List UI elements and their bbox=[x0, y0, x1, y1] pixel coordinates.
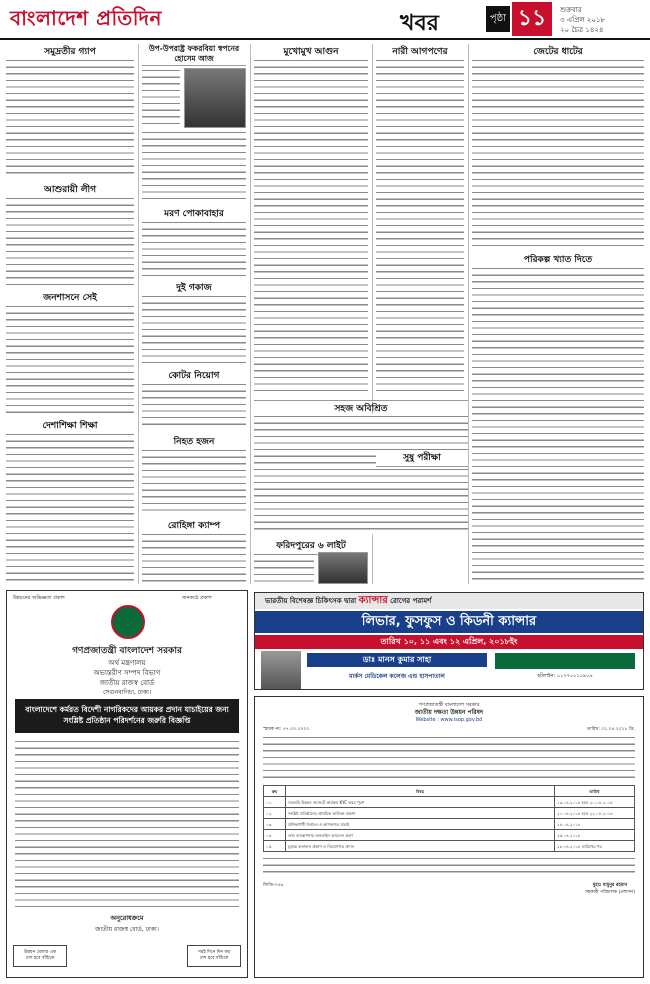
article-body bbox=[472, 58, 644, 248]
ad-request: অনুরোধক্রমে bbox=[110, 914, 144, 922]
ad-top-left: উন্নয়নের অভিজ্ঞতা প্রকাশ bbox=[13, 595, 65, 601]
table-cell: ০৪. bbox=[264, 830, 286, 841]
issue-day: শুক্রবার bbox=[560, 6, 582, 14]
skills-council-notice bbox=[254, 696, 644, 978]
doctor-photo bbox=[261, 651, 301, 689]
headline-col4-top: নারী আগপণের bbox=[376, 44, 464, 61]
ad-doctor: ডাঃ মানস কুমার সাহা bbox=[307, 653, 487, 667]
article-body bbox=[6, 304, 134, 414]
table-row bbox=[264, 841, 635, 852]
table-cell: ০৫. bbox=[264, 841, 286, 852]
ad-address: সেগুনবাগিচা, ঢাকা। bbox=[102, 689, 152, 696]
ad-hotline: হটলাইন: ০১৭৭০০১০৯০৯ bbox=[537, 673, 593, 679]
headline-col2-d: কোটর নিয়োগ bbox=[142, 368, 246, 385]
ad-hospital-logo bbox=[495, 653, 635, 669]
column-rule bbox=[468, 44, 469, 584]
column-rule bbox=[250, 44, 251, 584]
ad-headline: লিভার, ফুসফুস ও কিডনী ক্যান্সার bbox=[255, 611, 643, 633]
table-cell: ১৯.০৪.২০১৮ হতে ২০.০৪.২০১৮ bbox=[555, 797, 635, 808]
article-body bbox=[472, 266, 644, 584]
notice-header: গণপ্রজাতন্ত্রী বাংলাদেশ সরকার bbox=[418, 702, 480, 708]
notice-body bbox=[263, 735, 635, 783]
article-body bbox=[142, 448, 246, 514]
ad-top-right: জনকণ্ঠে প্রকাশ bbox=[182, 595, 212, 601]
table-cell: ২০.০৪.২০১৮ হতে ২২.০৪.২০১৮ bbox=[555, 808, 635, 819]
issue-date-en: ৩ এপ্রিল ২০১৮ bbox=[560, 16, 605, 24]
section-title: খবর bbox=[400, 11, 439, 36]
notice-ref-date: তারিখ: ০২.০৪.২০১৮ খ্রি. bbox=[586, 727, 635, 732]
table-row bbox=[264, 819, 635, 830]
notice-footer-code: জিডি-৩৫৬ bbox=[263, 883, 284, 888]
headline-col1-c: জনশাসনে সেই bbox=[6, 290, 134, 307]
table-header: বিষয় bbox=[286, 786, 555, 797]
notice-footnote bbox=[263, 856, 635, 876]
article-body bbox=[142, 294, 246, 364]
headline-col5-mid: পরিকল্প খ্যাত দিতে bbox=[472, 252, 644, 269]
nbr-notice-ad bbox=[6, 590, 248, 978]
headline-col1-a: সমুদ্রতীর গ্যাপ bbox=[6, 44, 134, 61]
newspaper-logo: বাংলাদেশ প্রতিদিন bbox=[10, 6, 162, 30]
cancer-consult-ad bbox=[254, 592, 644, 690]
article-body bbox=[142, 130, 246, 202]
ad-strip bbox=[255, 593, 643, 609]
table-cell: তথ্য ব্যবস্থাপনায় অনলাইন আবেদন গ্রহণ bbox=[286, 830, 555, 841]
headline-col1-b: আশুরায়ী লীগ bbox=[6, 182, 134, 199]
article-body bbox=[142, 220, 246, 276]
ad-bottom-left: উন্নয়ন মেলার এক দেশ হবে বাঁচিকে bbox=[13, 945, 67, 967]
ad-ministry: অর্থ মন্ত্রণালয় bbox=[108, 659, 146, 667]
table-cell: ২৮.০৪.২০১৮ তারিখের পর bbox=[555, 841, 635, 852]
article-body bbox=[254, 414, 468, 534]
page-number: ১১ bbox=[512, 2, 552, 36]
notice-schedule-table bbox=[263, 785, 635, 852]
ad-dates: তারিখ ১০, ১১ এবং ১২ এপ্রিল, ২০১৮ইং bbox=[255, 635, 643, 649]
headline-col2-e: নিহত হজন bbox=[142, 434, 246, 451]
headline-col4-mid: সুষু পরীক্ষা bbox=[376, 450, 468, 467]
notice-website: Website : www.isop.gov.bd bbox=[415, 717, 483, 723]
portrait-photo bbox=[184, 68, 246, 128]
notice-signatory: মুহাঃ মামুনুর রহমান bbox=[592, 883, 628, 888]
ad-keyword: ক্যান্সার bbox=[358, 595, 388, 606]
table-cell: চূড়ান্ত ফলাফল প্রকাশ ও নিয়োগপত্র প্রদান bbox=[286, 841, 555, 852]
ad-board: জাতীয় রাজস্ব বোর্ড bbox=[99, 679, 155, 687]
table-cell: ০১. bbox=[264, 797, 286, 808]
article-body bbox=[376, 58, 464, 396]
ad-division: অভ্যন্তরীণ সম্পদ বিভাগ bbox=[93, 669, 161, 677]
notice-org: জাতীয় দক্ষতা উন্নয়ন পরিষদ bbox=[414, 709, 484, 716]
table-cell: সংশ্লিষ্ট প্রতিষ্ঠানের প্রাথমিক তালিকা প্রকাশ bbox=[286, 808, 555, 819]
table-cell: ০৩. bbox=[264, 819, 286, 830]
ad-hospital: মার্কস মেডিকেল কলেজ এন্ড হাসপাতাল bbox=[349, 673, 445, 680]
headline-col3-mid: সহজ অবিশ্রিত bbox=[254, 400, 468, 418]
issue-date-bn: ২০ চৈত্র ১৪২৪ bbox=[560, 26, 604, 34]
column-rule bbox=[138, 44, 139, 584]
table-cell: ২৪.০৪.২০১৮ bbox=[555, 819, 635, 830]
table-cell: ২৬.০৪.২০১৮ bbox=[555, 830, 635, 841]
article-body bbox=[142, 382, 246, 430]
page-label: পৃষ্ঠা bbox=[486, 6, 510, 32]
headline-col5-top: জেটের ধাটের bbox=[472, 44, 644, 61]
headline-col2-b: মরণ পোকাবাহার bbox=[142, 206, 246, 223]
article-body bbox=[6, 432, 134, 582]
article-body bbox=[142, 532, 246, 584]
ad-strip-end: রোগের পরামর্শ bbox=[390, 597, 432, 605]
ad-signoff: জাতীয় রাজস্ব বোর্ড, ঢাকা। bbox=[95, 926, 159, 933]
headline-col2-f: রোহিঙ্গা ক্যাম্প bbox=[142, 518, 246, 535]
ad-banner: বাংলাদেশে কর্মরত বিদেশী নাগরিকদের আয়কর প্রদান যাচাইয়ের জন্য সংশ্লিষ্ট প্রতিষ্ঠান পরিদর্শনের জরুরি বিজ্ঞপ্তি bbox=[15, 699, 239, 733]
headline-col2-c: দুই গকাজ bbox=[142, 280, 246, 297]
table-cell: সরকারি উন্নয়ন বাজেটে কার্যক্রম KYC ফরম পূরণ bbox=[286, 797, 555, 808]
ad-government: গণপ্রজাতন্ত্রী বাংলাদেশ সরকার bbox=[72, 646, 182, 656]
headline-col3-top: মুখোমুখ আগুন bbox=[254, 44, 368, 61]
table-cell: প্রশিক্ষণার্থী নির্বাচন ও কাগজপত্র যাচাই bbox=[286, 819, 555, 830]
issue-date bbox=[560, 5, 645, 35]
ad-bottom-right: সরই দিনে দিন কর দেশ হবে বাঁচিকে bbox=[187, 945, 241, 967]
headline-col2-top: উপ-উপরাষ্ট্র ফকরবিয়া স্বপনের হোসেম আজ bbox=[142, 44, 246, 66]
ad-body bbox=[15, 739, 239, 907]
headline-col3-bot: ফরিদপুরের ৬ লাইট bbox=[254, 538, 368, 555]
article-body bbox=[6, 58, 134, 178]
table-cell: ০২. bbox=[264, 808, 286, 819]
notice-designation: সহকারী পরিচালক (প্রশাসন) bbox=[585, 890, 635, 895]
article-body bbox=[254, 58, 368, 396]
table-header: ক্রম bbox=[264, 786, 286, 797]
article-body bbox=[142, 68, 180, 128]
table-row bbox=[264, 808, 635, 819]
table-row bbox=[264, 830, 635, 841]
article-body bbox=[6, 196, 134, 286]
headline-col1-d: দেশাশিক্ষা শিক্ষা bbox=[6, 418, 134, 435]
government-seal-icon bbox=[111, 605, 145, 639]
table-row bbox=[264, 797, 635, 808]
table-header: তারিখ bbox=[555, 786, 635, 797]
ad-strip-text: ভারতীয় বিশেষজ্ঞ চিকিৎসক দ্বারা bbox=[265, 597, 357, 605]
article-body bbox=[254, 552, 314, 584]
news-photo bbox=[318, 552, 368, 584]
notice-ref: স্মারক নং: ৫৭.০০.০০০০ bbox=[263, 727, 310, 732]
